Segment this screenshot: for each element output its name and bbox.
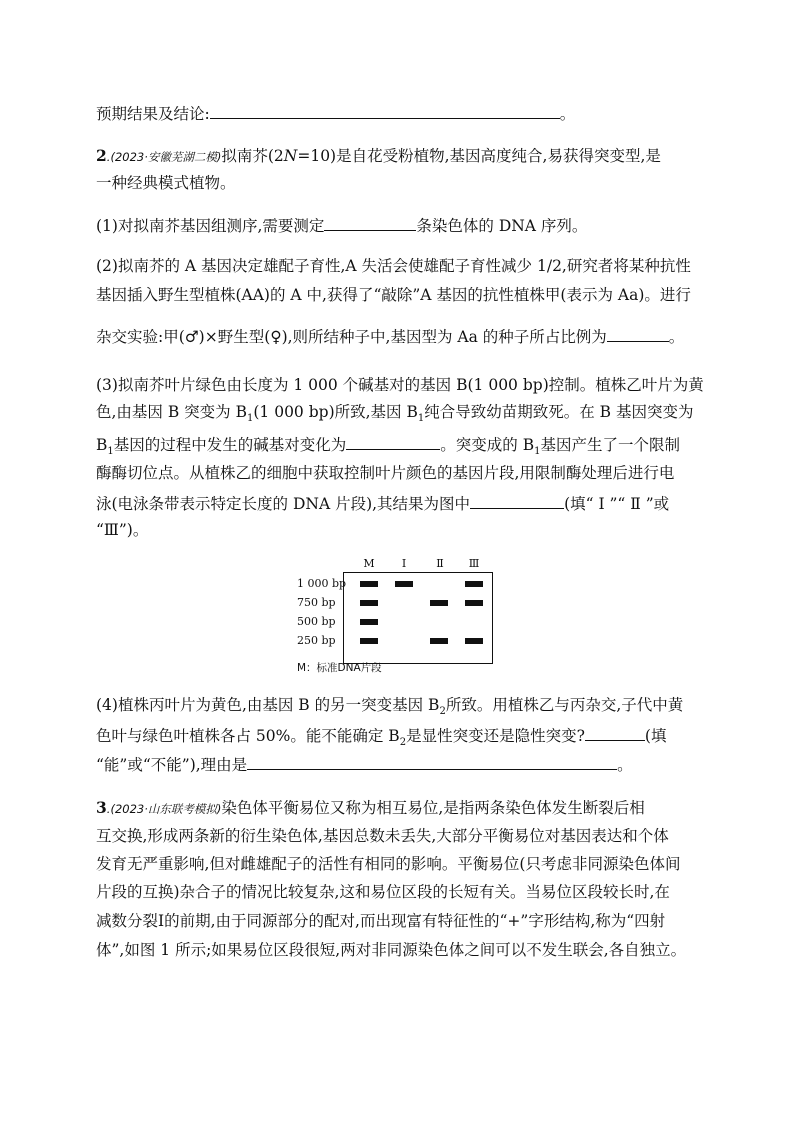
size-label-500: 500 bp [297,615,336,628]
question-2-line-2: 一种经典模式植物。 [96,174,236,192]
band-3-1000 [465,581,483,587]
aa-ratio-blank[interactable] [607,325,669,342]
band-3-750 [465,600,483,606]
expected-result-line: 预期结果及结论: 。 [96,102,575,124]
question-2-part-4-line-3: “能”或“不能”),理由是 。 [96,753,633,775]
lane-label-m: M [363,557,375,570]
band-2-750 [430,600,448,606]
question-2-part-3-line-3: $B_1$基因的过程中发生的碱基对变化为 。突变成的 $B_1$基因产生了一个限制 [96,433,680,455]
size-label-250: 250 bp [297,634,336,647]
band-3-250 [465,638,483,644]
size-label-750: 750 bp [297,596,336,609]
gel-caption: M：标准DNA片段 [297,662,382,674]
question-2-part-4-line-2: 色叶与绿色叶植株各占 50%。能不能确定 $B_2$是显性突变还是隐性突变? (填 [96,724,666,746]
electrophoresis-figure [297,556,497,676]
gel-result-blank[interactable] [470,492,564,509]
question-3-line-1: 3.(2023·山东联考模拟)染色体平衡易位又称为相互易位,是指两条染色体发生断裂后相 [96,798,645,817]
band-m-1000 [360,581,378,587]
chromosome-count-blank[interactable] [324,214,416,231]
question-number: 3 [96,798,107,817]
question-2-part-3-line-2: 色,由基因 B 突变为 $B_1(1$ 000 bp)所致,基因 $B_1$纯合导致幼苗期致死。在 B 基因突变为 [96,403,694,425]
question-2-part-4-line-1: (4)植株丙叶片为黄色,由基因 B 的另一突变基因 $B_2$所致。用植株乙与丙杂交,子代中黄 [96,696,684,718]
band-1-1000 [395,581,413,587]
base-pair-change-blank[interactable] [346,433,440,450]
question-2-part-3-line-1: (3)拟南芥叶片绿色由长度为 1 000 个碱基对的基因 B(1 000 bp)控制。植株乙叶片为黄 [96,376,704,394]
reason-blank[interactable] [247,753,617,770]
question-2-part-2-line-3: 杂交实验:甲(♂)×野生型(♀),则所结种子中,基因型为 Aa 的种子所占比例为 。 [96,325,684,347]
question-3-line-6: 体”,如图 1 所示;如果易位区段很短,两对非同源染色体之间可以不发生联会,各自独立。 [96,941,687,959]
question-2-part-3-line-4: 酶酶切位点。从植株乙的细胞中获取控制叶片颜色的基因片段,用限制酶处理后进行电 [96,464,675,482]
question-2-part-2-line-1: (2)拟南芥的 A 基因决定雄配子育性,A 失活会使雄配子育性减少 1/2,研究者将某种抗性 [96,257,691,275]
question-2-part-3-line-6: “Ⅲ”)。 [96,521,149,539]
question-2-part-3-line-5: 泳(电泳条带表示特定长度的 DNA 片段),其结果为图中 (填“ Ⅰ ”“ Ⅱ ”或 [96,492,669,514]
question-3-line-3: 发育无严重影响,但对雌雄配子的活性有相同的影响。平衡易位(只考虑非同源染色体间 [96,855,681,873]
question-2-line-1: 2.(2023·安徽芜湖二模)拟南芥(2N=10)是自花受粉植物,基因高度纯合,易获得突变型,是 [96,146,661,165]
can-determine-blank[interactable] [585,724,645,741]
question-source: .(2023·山东联考模拟) [106,802,222,816]
question-source: .(2023·安徽芜湖二模) [106,150,222,164]
lane-label-1: Ⅰ [401,557,407,570]
lane-label-2: Ⅱ [436,557,444,570]
question-2-part-1: (1)对拟南芥基因组测序,需要测定 条染色体的 DNA 序列。 [96,214,587,236]
question-3-line-5: 减数分裂Ⅰ的前期,由于同源部分的配对,而出现富有特征性的“+”字形结构,称为“四射 [96,912,666,930]
question-number: 2 [96,146,107,165]
size-label-1000: 1 000 bp [297,577,347,590]
band-m-250 [360,638,378,644]
question-3-line-4: 片段的互换)杂合子的情况比较复杂,这和易位区段的长短有关。当易位区段较长时,在 [96,883,670,901]
band-m-750 [360,600,378,606]
expected-result-blank[interactable] [210,102,560,119]
lane-label-3: Ⅲ [468,557,480,570]
expected-result-label: 预期结果及结论: [96,105,210,123]
question-2-part-2-line-2: 基因插入野生型植株(AA)的 A 中,获得了“敲除”A 基因的抗性植株甲(表示为 Aa)。进行 [96,286,691,304]
band-m-500 [360,619,378,625]
question-3-line-2: 互交换,形成两条新的衍生染色体,基因总数未丢失,大部分平衡易位对基因表达和个体 [96,827,669,845]
band-2-250 [430,638,448,644]
